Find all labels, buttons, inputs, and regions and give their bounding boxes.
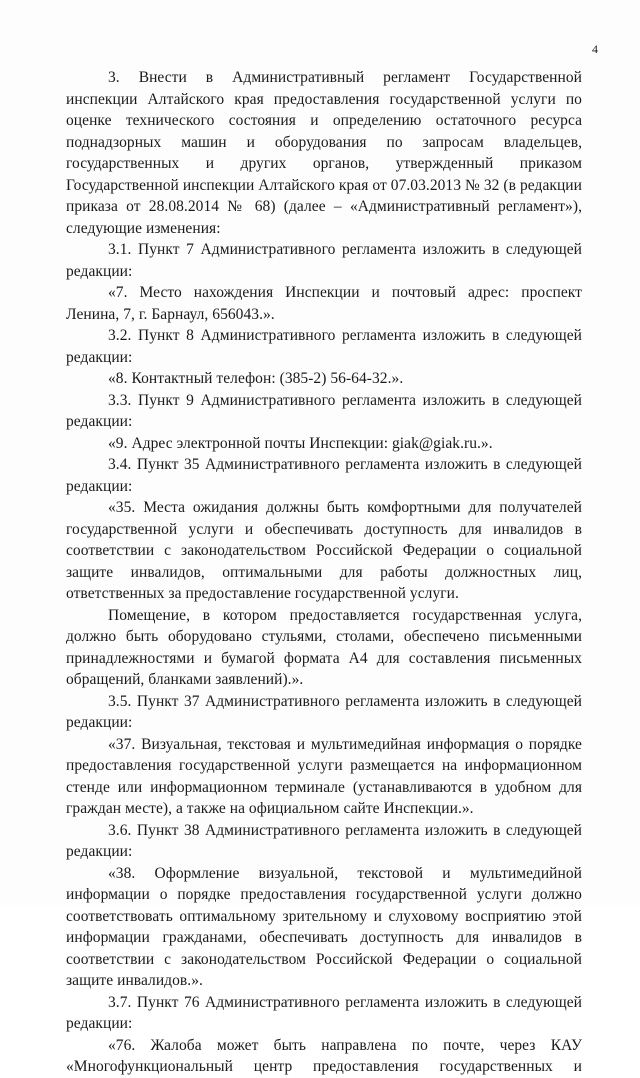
paragraph-item-3: 3. Внести в Административный регламент Государственной инспекции Алтайского края предоставления государственной услуги по оценке технического состояния и определению остаточного ресурса поднадзорных машин и оборудования по запросам владельцев, государственных и других органов, утвержденный приказом Государственной инспекции Алтайского края от 07.03.2013 № 32 (в редакции приказа от 28.08.2014 № 68) (далее – «Административный регламент»), следующие изменения:	[66, 69, 582, 237]
page-number: 4	[592, 42, 598, 56]
paragraph-3-5: 3.5. Пункт 37 Административного регламента изложить в следующей редакции:	[66, 692, 582, 731]
paragraph-3-1: 3.1. Пункт 7 Административного регламента изложить в следующей редакции:	[66, 241, 582, 280]
paragraph-3-6: 3.6. Пункт 38 Административного регламента изложить в следующей редакции:	[66, 821, 582, 860]
paragraph-quote-7: «7. Место нахождения Инспекции и почтовый адрес: проспект Ленина, 7, г. Барнаул, 656043.».	[66, 284, 582, 323]
document-body	[66, 67, 582, 1078]
paragraph-quote-38: «38. Оформление визуальной, текстовой и мультимедийной информации о порядке предоставления государственной услуги должно соответствовать оптимальному зрительному и слуховому восприятию этой информации гражданами, обеспечивать доступность для инвалидов в соответствии с законодательством Российской Федерации о социальной защите инвалидов.».	[66, 864, 582, 989]
paragraph-quote-8: «8. Контактный телефон: (385-2) 56-64-32.».	[108, 370, 404, 387]
paragraph-3-7: 3.7. Пункт 76 Административного регламента изложить в следующей редакции:	[66, 993, 582, 1032]
paragraph-quote-35-premises: Помещение, в котором предоставляется государственная услуга, должно быть оборудовано стульями, столами, обеспечено письменными принадлежностями и бумагой формата А4 для составления письменных обращений, бланками заявлений).».	[66, 606, 582, 688]
paragraph-quote-35: «35. Места ожидания должны быть комфортными для получателей государственной услуги и обеспечивать доступность для инвалидов в соответствии с законодательством Российской Федерации о социальной защите инвалидов, оптимальными для работы должностных лиц, ответственных за предоставление государственной услуги.	[66, 499, 582, 602]
paragraph-3-4: 3.4. Пункт 35 Административного регламента изложить в следующей редакции:	[66, 456, 582, 495]
paragraph-quote-76: «76. Жалоба может быть направлена по почте, через КАУ «Многофункциональный центр предоставления государственных и	[66, 1036, 582, 1075]
paragraph-quote-37: «37. Визуальная, текстовая и мультимедийная информация о порядке предоставления государственной услуги размещается на информационном стенде или информационном терминале (устанавливаются в удобном для граждан месте), а также на официальном сайте Инспекции.».	[66, 735, 582, 817]
paragraph-quote-9: «9. Адрес электронной почты Инспекции: giak@giak.ru.».	[108, 434, 493, 452]
paragraph-3-2: 3.2. Пункт 8 Административного регламента изложить в следующей редакции:	[66, 327, 582, 366]
paragraph-3-3: 3.3. Пункт 9 Административного регламента изложить в следующей редакции:	[66, 391, 582, 430]
